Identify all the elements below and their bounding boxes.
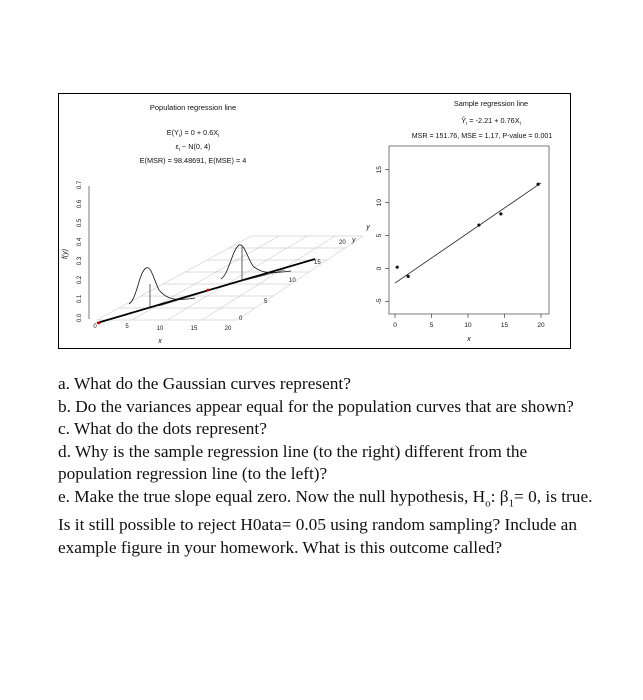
x-tick-label: 5 [429,322,434,329]
projection-line [159,292,205,306]
data-point [536,183,539,186]
y-axis-label-3d: y [352,237,356,244]
sample-dot [98,322,101,325]
left-panel-title: Population regression line [149,103,237,112]
right-panel-title: Sample regression line [453,99,529,108]
z-tick: 0.3 [77,256,83,266]
z-axis-ticks [77,180,83,322]
x-tick: 15 [190,326,198,332]
data-point [396,266,399,269]
z-tick: 0.2 [77,275,83,285]
error-distribution: $\varepsilon_i$ ~ N(0, 4) [175,142,211,153]
z-tick: 0.7 [77,180,83,190]
scatter-plot-frame [389,146,549,314]
x-tick-label: 20 [537,322,545,329]
y-tick-label: -5 [376,298,383,305]
x-axis-label: x [158,338,162,345]
scatter-layer [376,166,545,329]
figure-canvas [59,94,572,350]
population-regression-line [97,259,315,323]
question-d: d. Why is the sample regression line (to the right) different from the population regression line (to the left)? [58,441,528,483]
x-axis-ticks [93,324,232,332]
perspective-grid [97,236,363,320]
data-point [477,223,480,226]
expected-mean-squares: E(MSR) = 98.48691, E(MSE) = 4 [139,156,247,165]
y-tick: 15 [314,260,321,266]
gaussian-curve [129,268,195,304]
y-axis-ticks [239,240,346,322]
question-a: a. What do the Gaussian curves represent? [58,374,351,393]
y-tick-label: 15 [376,166,383,174]
x-tick-label: 0 [393,322,397,329]
sample-statistics: MSR = 151.76, MSE = 1.17, P-value = 0.001 [411,132,553,140]
x-tick: 0 [93,324,97,330]
x-tick: 5 [125,324,129,330]
y-tick-label: 5 [376,233,383,238]
x-tick-label: 10 [464,322,472,329]
z-tick: 0.5 [77,218,83,228]
y-tick-label: 10 [376,199,383,207]
sample-dot [207,289,210,292]
data-point [407,275,410,278]
x-tick: 10 [156,326,164,332]
y-tick: 20 [339,240,346,246]
x-tick: 20 [224,326,232,332]
z-axis-label: f(y) [62,248,69,260]
gaussian-curve [221,245,291,279]
question-c: c. What do the dots represent? [58,419,267,438]
question-b: b. Do the variances appear equal for the population curves that are shown? [58,396,574,416]
sample-equation: $Ŷ_i = -2.21 + 0.76X_i$ [461,116,521,127]
z-tick: 0.0 [77,313,83,323]
y-tick: 5 [264,299,268,305]
population-equation: $E(Y_i) = 0 + 0.6X_i$ [166,128,220,139]
z-tick: 0.6 [77,199,83,209]
right-x-axis-label: x [467,336,471,343]
y-tick: 0 [239,316,243,322]
question-e: e. Make the true slope equal zero. Now the null hypothesis, $H_o$: $\beta_1= 0$, is true. Is it still possible to reject H0ata= 0.05 using random sampling? Include an example figure in your homework. What is this outcome called? [58,486,593,557]
z-tick: 0.1 [77,294,83,304]
regression-figure [58,93,571,349]
z-tick: 0.4 [77,237,83,247]
y-tick: 10 [289,278,296,284]
sample-regression-line [395,183,541,283]
data-point [499,212,502,215]
right-y-axis-label: y [366,224,370,231]
y-tick-label: 0 [376,266,383,271]
x-tick-label: 15 [500,322,509,329]
homework-questions [58,373,598,559]
